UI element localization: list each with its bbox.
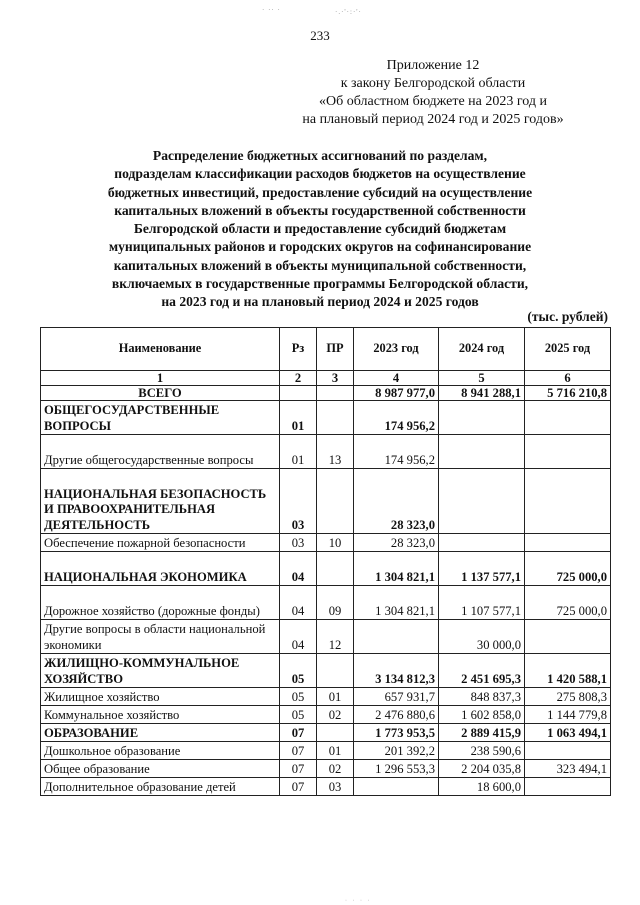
row-2025: 1 420 588,1: [525, 654, 611, 688]
subsection-row: [41, 435, 611, 469]
title-line: включаемых в государственные программы Белгородской области,: [111, 276, 529, 292]
row-name: Жилищное хозяйство: [41, 688, 280, 706]
row-pr: [317, 552, 354, 586]
row-rz: 03: [280, 534, 317, 552]
row-name: Дополнительное образование детей: [41, 778, 280, 796]
row-2024: 1 137 577,1: [439, 552, 525, 586]
row-2023: [354, 778, 439, 796]
row-2023: 28 323,0: [354, 534, 439, 552]
row-pr: [317, 724, 354, 742]
header-pr: ПР: [317, 328, 354, 371]
row-name: НАЦИОНАЛЬНАЯ ЭКОНОМИКА: [41, 552, 280, 586]
title-line: Белгородской области и предоставление субсидий бюджетам: [133, 221, 507, 237]
row-rz: 07: [280, 742, 317, 760]
row-2024: [439, 534, 525, 552]
appendix-line: к закону Белгородской области: [340, 76, 526, 91]
title-line: капитальных вложений в объекты государственной собственности: [114, 202, 526, 218]
row-name: Дошкольное образование: [41, 742, 280, 760]
row-2023: 657 931,7: [354, 688, 439, 706]
row-2024: 30 000,0: [439, 620, 525, 654]
row-rz: 07: [280, 760, 317, 778]
row-2024: 2 451 695,3: [439, 654, 525, 688]
row-2025: [525, 534, 611, 552]
section-row: [41, 401, 611, 435]
row-2025: 1 063 494,1: [525, 724, 611, 742]
title-line: капитальных вложений в объекты муниципальной собственности,: [113, 257, 527, 273]
subsection-row: [41, 620, 611, 654]
title-line: на 2023 год и на плановый период 2024 и 2025 годов: [161, 294, 479, 310]
total-2024: 8 941 288,1: [439, 386, 525, 401]
row-pr: 13: [317, 435, 354, 469]
row-name: Обеспечение пожарной безопасности: [41, 534, 280, 552]
row-name: Дорожное хозяйство (дорожные фонды): [41, 586, 280, 620]
header-name: Наименование: [41, 328, 280, 371]
total-2025: 5 716 210,8: [525, 386, 611, 401]
appendix-line: на плановый период 2024 год и 2025 годов»: [302, 112, 564, 127]
scan-mark-left: · ·· ·: [262, 6, 281, 14]
title-line: муниципальных районов и городских округов на софинансирование: [108, 239, 532, 255]
row-2023: 1 304 821,1: [354, 586, 439, 620]
section-row: [41, 469, 611, 534]
subsection-row: [41, 706, 611, 724]
row-name: Другие общегосударственные вопросы: [41, 435, 280, 469]
document-title: [40, 147, 600, 312]
row-rz: 04: [280, 552, 317, 586]
header-2024: 2024 год: [439, 328, 525, 371]
row-name: Общее образование: [41, 760, 280, 778]
row-name: Коммунальное хозяйство: [41, 706, 280, 724]
row-2025: 725 000,0: [525, 586, 611, 620]
row-pr: 10: [317, 534, 354, 552]
title-line: бюджетных инвестиций, предоставление субсидий на осуществление: [107, 184, 533, 200]
scan-mark-bottom: · · · ·: [345, 898, 372, 904]
header-rz: Рз: [280, 328, 317, 371]
page-number: 233: [310, 28, 330, 43]
row-pr: [317, 654, 354, 688]
row-2025: 725 000,0: [525, 552, 611, 586]
row-2024: [439, 401, 525, 435]
column-number: 6: [525, 371, 611, 386]
row-rz: 07: [280, 778, 317, 796]
subsection-row: [41, 742, 611, 760]
row-2025: [525, 435, 611, 469]
section-row: [41, 724, 611, 742]
row-pr: [317, 469, 354, 534]
row-2025: 1 144 779,8: [525, 706, 611, 724]
budget-table: [40, 327, 611, 796]
row-name: ОБРАЗОВАНИЕ: [41, 724, 280, 742]
total-name: ВСЕГО: [41, 386, 280, 401]
row-2023: [354, 620, 439, 654]
row-2023: 1 773 953,5: [354, 724, 439, 742]
row-pr: 02: [317, 760, 354, 778]
row-2023: 3 134 812,3: [354, 654, 439, 688]
row-rz: 07: [280, 724, 317, 742]
row-2023: 201 392,2: [354, 742, 439, 760]
row-2023: 174 956,2: [354, 435, 439, 469]
row-rz: 05: [280, 654, 317, 688]
row-2024: 2 889 415,9: [439, 724, 525, 742]
row-2025: [525, 620, 611, 654]
scan-mark-right: ·.·'·:·'·: [335, 8, 362, 16]
appendix-header: [268, 57, 598, 129]
row-pr: 01: [317, 742, 354, 760]
total-rz: [280, 386, 317, 401]
column-number: 1: [41, 371, 280, 386]
row-name: Другие вопросы в области национальной экономики: [41, 620, 280, 654]
appendix-line: «Об областном бюджете на 2023 год и: [319, 94, 547, 109]
column-number: 5: [439, 371, 525, 386]
subsection-row: [41, 586, 611, 620]
subsection-row: [41, 534, 611, 552]
row-rz: 05: [280, 706, 317, 724]
row-2025: [525, 469, 611, 534]
total-row: [41, 386, 611, 401]
row-pr: 02: [317, 706, 354, 724]
appendix-line: Приложение 12: [386, 58, 480, 73]
row-2023: 174 956,2: [354, 401, 439, 435]
row-2023: 1 304 821,1: [354, 552, 439, 586]
header-2025: 2025 год: [525, 328, 611, 371]
row-2025: [525, 401, 611, 435]
row-pr: 09: [317, 586, 354, 620]
header-2023: 2023 год: [354, 328, 439, 371]
row-pr: [317, 401, 354, 435]
header-row: [41, 328, 611, 371]
units-label: (тыс. рублей): [527, 309, 608, 324]
total-pr: [317, 386, 354, 401]
row-2025: 323 494,1: [525, 760, 611, 778]
row-2023: 28 323,0: [354, 469, 439, 534]
column-number-row: [41, 371, 611, 386]
row-2024: 2 204 035,8: [439, 760, 525, 778]
row-rz: 03: [280, 469, 317, 534]
total-2023: 8 987 977,0: [354, 386, 439, 401]
row-name: НАЦИОНАЛЬНАЯ БЕЗОПАСНОСТЬ И ПРАВООХРАНИТЕЛЬНАЯ ДЕЯТЕЛЬНОСТЬ: [41, 469, 280, 534]
row-2024: 1 107 577,1: [439, 586, 525, 620]
row-2023: 2 476 880,6: [354, 706, 439, 724]
section-row: [41, 552, 611, 586]
column-number: 3: [317, 371, 354, 386]
row-2024: 238 590,6: [439, 742, 525, 760]
column-number: 4: [354, 371, 439, 386]
row-rz: 05: [280, 688, 317, 706]
row-rz: 01: [280, 435, 317, 469]
row-2024: 848 837,3: [439, 688, 525, 706]
row-2024: 18 600,0: [439, 778, 525, 796]
row-rz: 01: [280, 401, 317, 435]
row-pr: 12: [317, 620, 354, 654]
row-2024: [439, 469, 525, 534]
title-line: Распределение бюджетных ассигнований по разделам,: [152, 148, 488, 163]
subsection-row: [41, 778, 611, 796]
row-name: ОБЩЕГОСУДАРСТВЕННЫЕ ВОПРОСЫ: [41, 401, 280, 435]
row-2025: [525, 742, 611, 760]
subsection-row: [41, 760, 611, 778]
column-number: 2: [280, 371, 317, 386]
row-2025: 275 808,3: [525, 688, 611, 706]
subsection-row: [41, 688, 611, 706]
section-row: [41, 654, 611, 688]
row-name: ЖИЛИЩНО-КОММУНАЛЬНОЕ ХОЗЯЙСТВО: [41, 654, 280, 688]
row-2024: 1 602 858,0: [439, 706, 525, 724]
row-2023: 1 296 553,3: [354, 760, 439, 778]
title-line: подразделам классификации расходов бюджетов на осуществление: [114, 166, 526, 182]
row-rz: 04: [280, 620, 317, 654]
row-pr: 01: [317, 688, 354, 706]
row-pr: 03: [317, 778, 354, 796]
row-2025: [525, 778, 611, 796]
row-rz: 04: [280, 586, 317, 620]
row-2024: [439, 435, 525, 469]
